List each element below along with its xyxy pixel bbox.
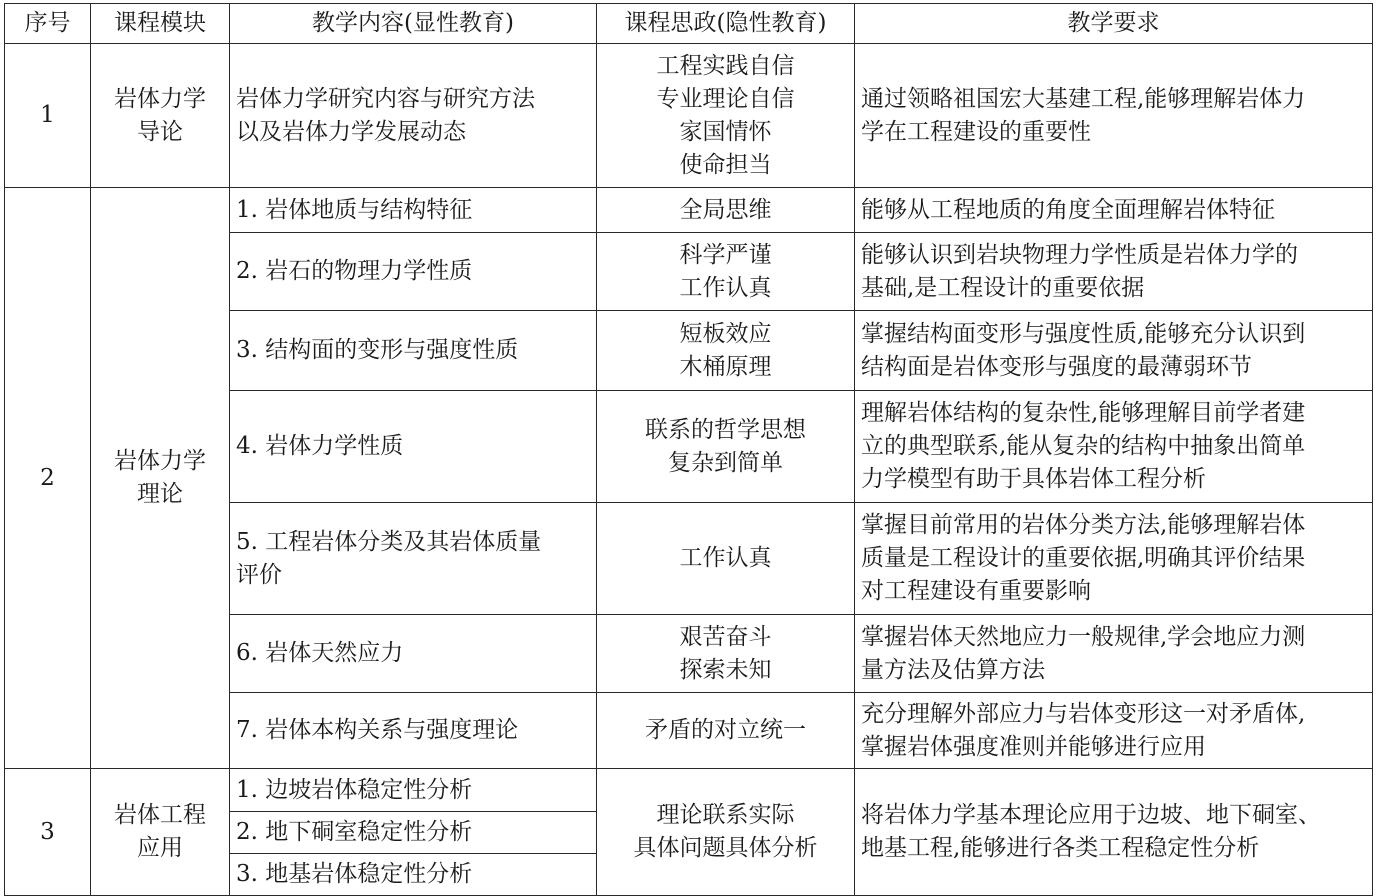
requirement-cell: 能够从工程地质的角度全面理解岩体特征 — [855, 188, 1373, 233]
ideology-cell: 短板效应 木桶原理 — [597, 311, 855, 391]
header-content: 教学内容(显性教育) — [230, 4, 597, 44]
content-cell: 2. 地下硐室稳定性分析 — [230, 812, 597, 854]
ideology-cell: 工作认真 — [597, 503, 855, 615]
content-cell: 1. 岩体地质与结构特征 — [230, 188, 597, 233]
requirement-cell: 掌握结构面变形与强度性质,能够充分认识到 结构面是岩体变形与强度的最薄弱环节 — [855, 311, 1373, 391]
module-cell: 岩体力学 导论 — [91, 44, 230, 188]
table-row — [5, 44, 1373, 188]
requirement-cell: 掌握目前常用的岩体分类方法,能够理解岩体 质量是工程设计的重要依据,明确其评价结果 对工程建设有重要影响 — [855, 503, 1373, 615]
header-module: 课程模块 — [91, 4, 230, 44]
header-number: 序号 — [5, 4, 91, 44]
row-number: 3 — [5, 769, 91, 896]
requirement-cell: 能够认识到岩块物理力学性质是岩体力学的 基础,是工程设计的重要依据 — [855, 233, 1373, 311]
requirement-cell: 掌握岩体天然地应力一般规律,学会地应力测 量方法及估算方法 — [855, 615, 1373, 693]
ideology-cell: 联系的哲学思想 复杂到简单 — [597, 391, 855, 503]
content-cell: 3. 结构面的变形与强度性质 — [230, 311, 597, 391]
requirement-cell: 理解岩体结构的复杂性,能够理解目前学者建 立的典型联系,能从复杂的结构中抽象出简单 力学模型有助于具体岩体工程分析 — [855, 391, 1373, 503]
content-cell: 1. 边坡岩体稳定性分析 — [230, 769, 597, 812]
requirement-cell: 充分理解外部应力与岩体变形这一对矛盾体, 掌握岩体强度准则并能够进行应用 — [855, 693, 1373, 769]
ideology-cell: 矛盾的对立统一 — [597, 693, 855, 769]
course-table — [4, 3, 1373, 896]
content-cell: 7. 岩体本构关系与强度理论 — [230, 693, 597, 769]
content-cell: 5. 工程岩体分类及其岩体质量 评价 — [230, 503, 597, 615]
requirement-cell: 将岩体力学基本理论应用于边坡、地下硐室、 地基工程,能够进行各类工程稳定性分析 — [855, 769, 1373, 896]
table-row — [5, 769, 1373, 812]
requirement-cell: 通过领略祖国宏大基建工程,能够理解岩体力 学在工程建设的重要性 — [855, 44, 1373, 188]
row-number: 2 — [5, 188, 91, 769]
ideology-cell: 艰苦奋斗 探索未知 — [597, 615, 855, 693]
header-requirement: 教学要求 — [855, 4, 1373, 44]
content-cell: 6. 岩体天然应力 — [230, 615, 597, 693]
ideology-cell: 全局思维 — [597, 188, 855, 233]
header-row — [5, 4, 1373, 44]
table-row — [5, 188, 1373, 233]
module-cell: 岩体工程 应用 — [91, 769, 230, 896]
module-cell: 岩体力学 理论 — [91, 188, 230, 769]
ideology-cell: 工程实践自信 专业理论自信 家国情怀 使命担当 — [597, 44, 855, 188]
header-ideology: 课程思政(隐性教育) — [597, 4, 855, 44]
ideology-cell: 科学严谨 工作认真 — [597, 233, 855, 311]
content-cell: 3. 地基岩体稳定性分析 — [230, 854, 597, 896]
content-cell: 岩体力学研究内容与研究方法 以及岩体力学发展动态 — [230, 44, 597, 188]
ideology-cell: 理论联系实际 具体问题具体分析 — [597, 769, 855, 896]
content-cell: 2. 岩石的物理力学性质 — [230, 233, 597, 311]
content-cell: 4. 岩体力学性质 — [230, 391, 597, 503]
row-number: 1 — [5, 44, 91, 188]
